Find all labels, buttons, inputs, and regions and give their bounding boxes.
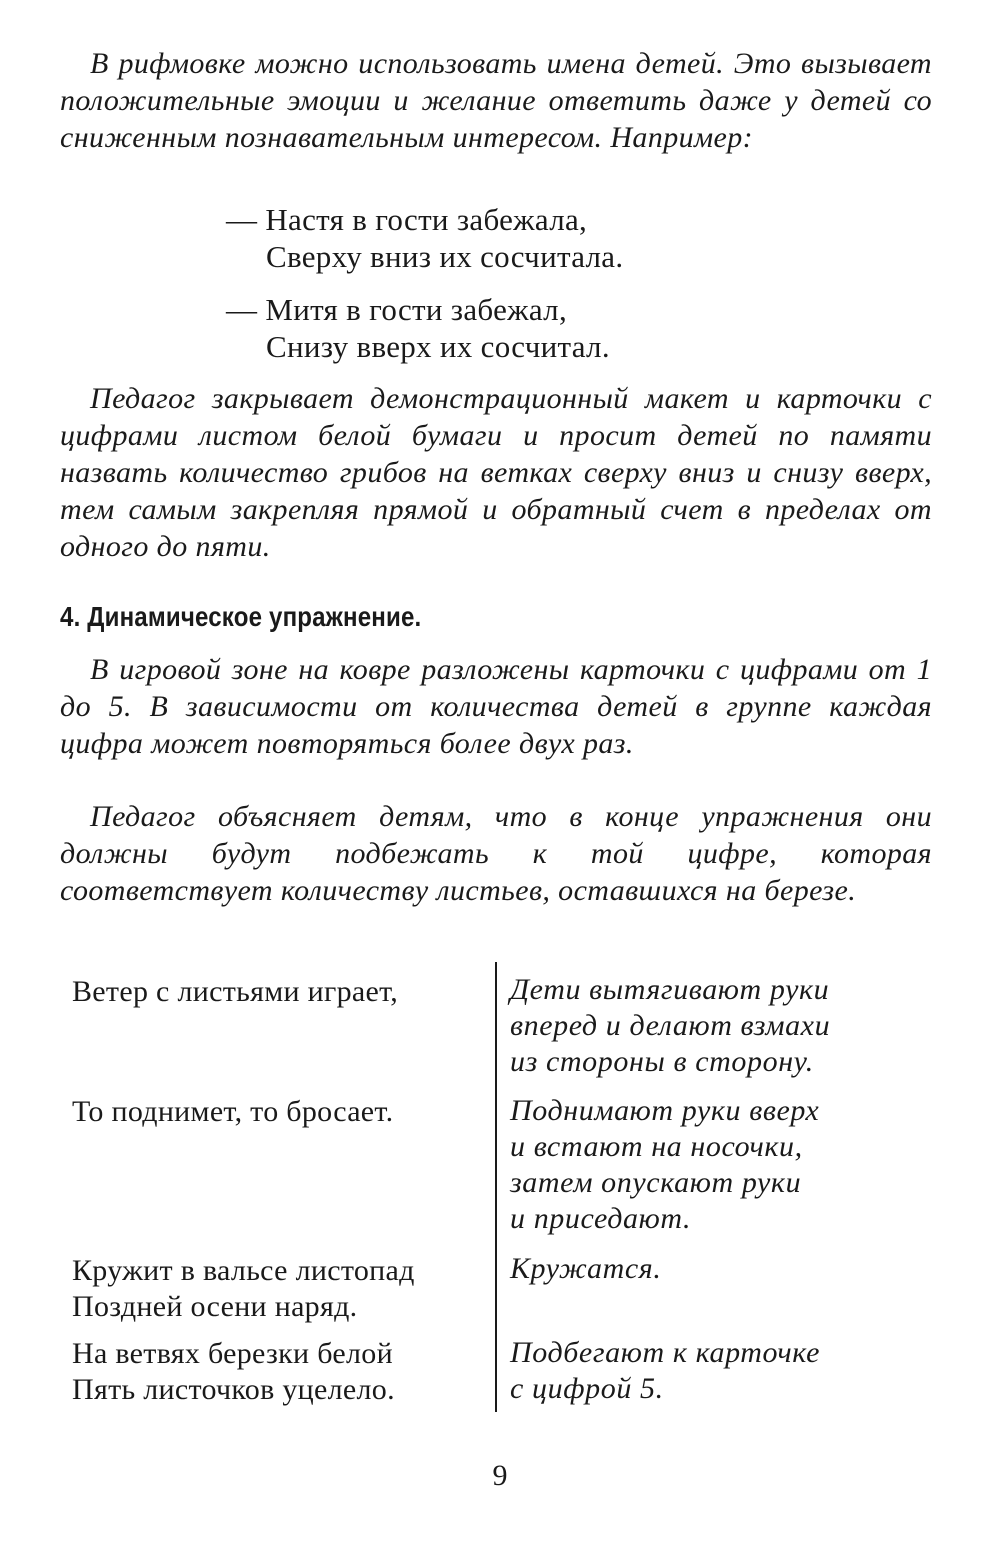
- exercise-paragraph-1: В игровой зоне на ковре разложены карточки с цифрами от 1 до 5. В зависимости от количества детей в группе каждая цифра может повторяться более двух раз.: [60, 653, 932, 760]
- action-cell: Дети вытягивают руки вперед и делают взмахи из стороны в сторону.: [510, 973, 831, 1078]
- intro-paragraph: В рифмовке можно использовать имена детей. Это вызывает положительные эмоции и желание ответить даже у детей со сниженным познавательным интересом. Например:: [60, 47, 932, 154]
- rhyme-line: — Настя в гости забежала,: [226, 202, 588, 237]
- teacher-paragraph: Педагог закрывает демонстрационный макет и карточки с цифрами листом белой бумаги и просит детей по памяти назвать количество грибов на ветках сверху вниз и снизу вверх, тем самым закрепляя прямой и обратный счет в пределах от одного до пяти.: [60, 382, 932, 563]
- exercise-paragraph-2: Педагог объясняет детям, что в конце упражнения они должны будут подбежать к той цифре, которая соответствует количеству листьев, оставшихся на березе.: [60, 800, 932, 907]
- rhyme-line: Сверху вниз их сосчитала.: [266, 239, 624, 274]
- verse-cell: Ветер с листьями играет,: [72, 975, 399, 1008]
- column-divider: [495, 962, 497, 1412]
- rhyme-stanza-nastya: [226, 201, 623, 275]
- rhyme-line: — Митя в гости забежал,: [226, 292, 567, 327]
- verse-cell: На ветвях березки белой Пять листочков уцелело.: [72, 1337, 395, 1406]
- page-number: 9: [492, 1459, 508, 1492]
- action-cell: Кружатся.: [510, 1252, 662, 1285]
- rhyme-line: Снизу вверх их сосчитал.: [266, 329, 610, 364]
- verse-cell: То поднимет, то бросает.: [72, 1095, 394, 1128]
- section-heading: 4. Динамическое упражнение.: [60, 601, 422, 632]
- verse-cell: Кружит в вальсе листопад Поздней осени наряд.: [72, 1254, 415, 1323]
- action-cell: Подбегают к карточке с цифрой 5.: [510, 1336, 821, 1405]
- action-cell: Поднимают руки вверх и встают на носочки, затем опускают руки и приседают.: [510, 1094, 820, 1235]
- exercise-table: [0, 962, 1000, 1412]
- rhyme-stanza-mitya: [226, 291, 610, 365]
